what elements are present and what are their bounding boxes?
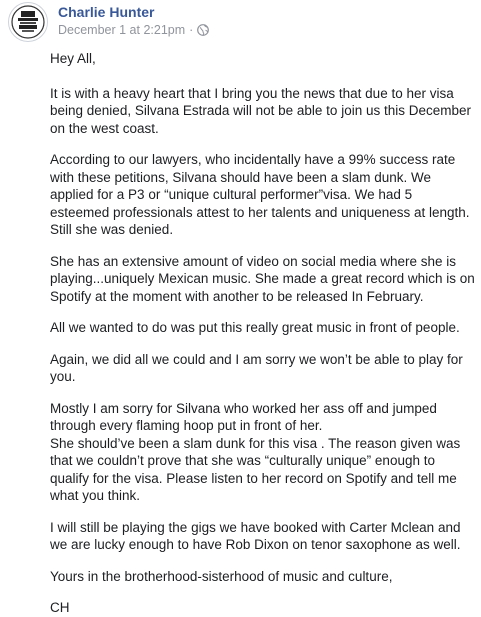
post-body — [50, 50, 475, 617]
post-meta — [58, 2, 209, 38]
timestamp-row — [58, 22, 209, 38]
post-paragraph: She should’ve been a slam dunk for this visa . The reason given was that we couldn’t prove that she was “culturally unique” enough to qualify for the visa. Please listen to her record on Spotify and tell me what you think. — [50, 435, 461, 503]
post-paragraph: According to our lawyers, who incidentally have a 99% success rate with these petitions, Silvana should have been a slam dunk. We applied for a P3 or “unique cultural performer”visa. We had 5 esteemed professionals attest to her talents and uniqueness at length. Still she was denied. — [50, 152, 470, 237]
post-paragraph: Hey All, — [50, 51, 96, 66]
post-paragraph: I will still be playing the gigs we have booked with Carter Mclean and we are lucky enough to have Rob Dixon on tenor saxophone as well. — [50, 519, 461, 552]
post-paragraph: Yours in the brotherhood-sisterhood of music and culture, — [50, 568, 393, 584]
post-paragraph: Again, we did all we could and I am sorry we won’t be able to play for you. — [50, 351, 463, 384]
author-name-link[interactable]: Charlie Hunter — [58, 4, 155, 20]
globe-icon[interactable] — [197, 24, 209, 36]
meta-separator: · — [189, 23, 194, 37]
post-paragraph: Mostly I am sorry for Silvana who worked her ass off and jumped through every flaming hoop put in front of her. — [50, 400, 437, 433]
post-paragraph: She has an extensive amount of video on social media where she is playing...uniquely Mexican music. She made a great record which is on Spotify at the moment with another to be released In February. — [50, 253, 475, 304]
avatar-logo-icon — [10, 4, 46, 40]
author-avatar[interactable] — [8, 2, 48, 42]
post-timestamp-link[interactable]: December 1 at 2:21pm — [58, 23, 186, 37]
post-header — [8, 2, 209, 42]
post-paragraph: It is with a heavy heart that I bring you the news that due to her visa being denied, Silvana Estrada will not be able to join us this December on the west coast. — [50, 85, 471, 136]
post-paragraph: All we wanted to do was put this really great music in front of people. — [50, 320, 460, 335]
post-signature: CH — [50, 600, 70, 615]
